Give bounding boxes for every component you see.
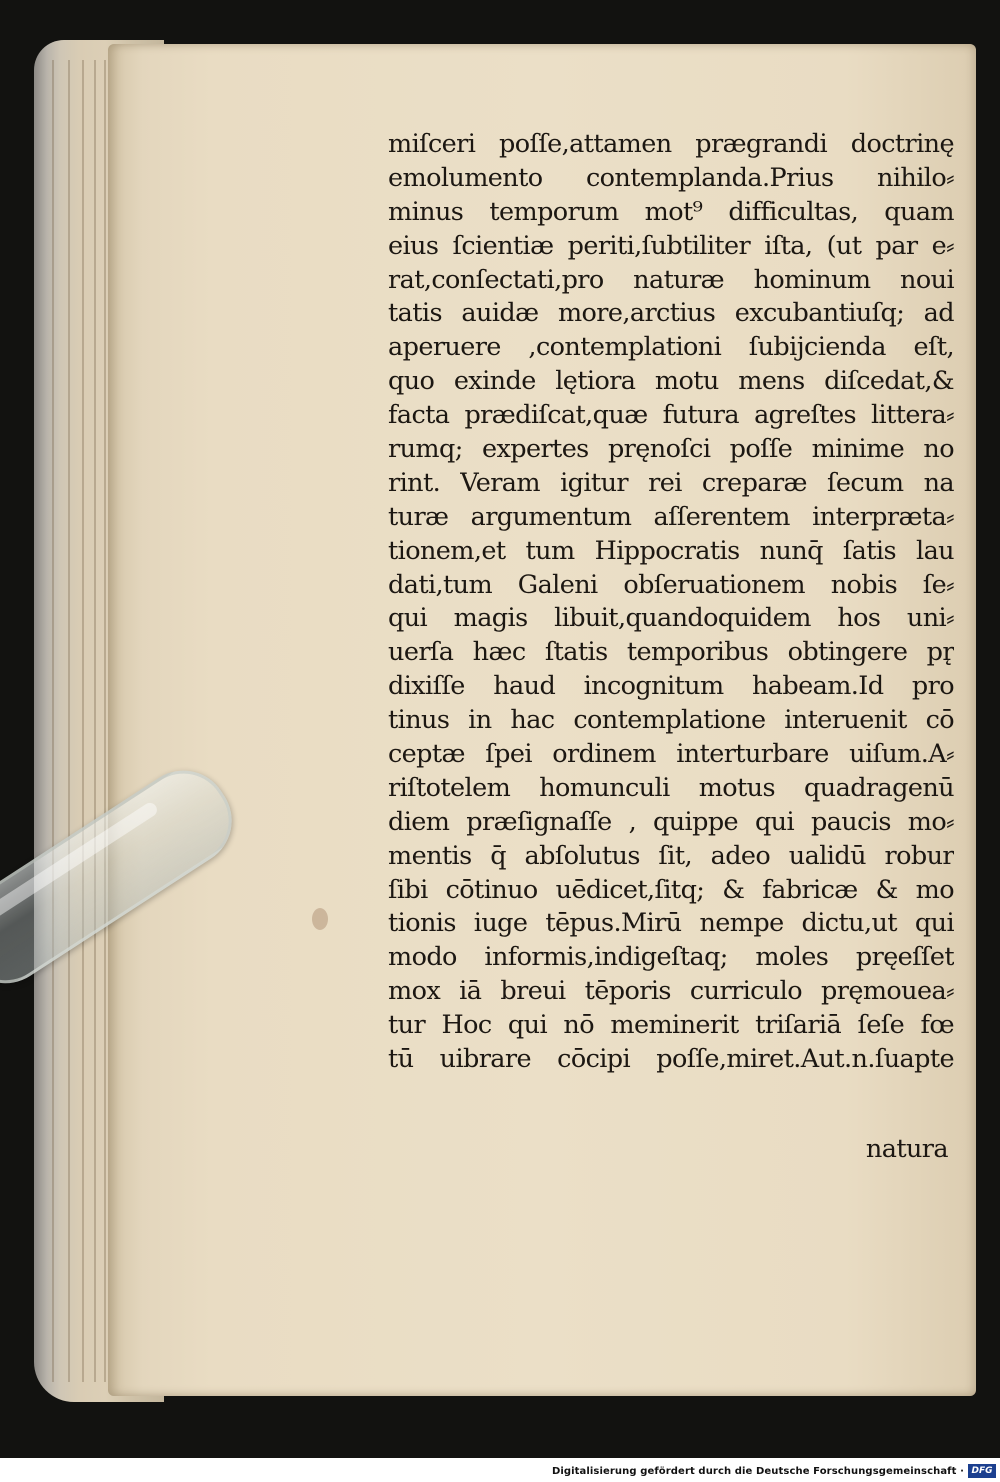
- text-line: ceptæ ſpei ordinem interturbare uiſum.A⸗: [388, 739, 954, 770]
- text-line: turæ argumentum aſſerentem interpræta⸗: [388, 501, 954, 532]
- paper-stain: [312, 908, 328, 930]
- page-text: [388, 128, 954, 1077]
- text-line: tur Hoc qui nō meminerit triſariā ſeſe fœ: [388, 1010, 954, 1041]
- text-line: facta prædiſcat,quæ futura agreſtes littera⸗: [388, 400, 954, 431]
- dfg-logo: DFG: [968, 1464, 996, 1478]
- text-line: aperuere ,contemplationi ſubijcienda eſt,: [388, 332, 954, 363]
- text-line: riſtotelem homunculi motus quadragenū: [388, 772, 954, 803]
- text-line: diem præſignaſſe , quippe qui paucis mo⸗: [388, 806, 954, 837]
- text-line: emolumento contemplanda.Prius nihilo⸗: [388, 162, 954, 193]
- text-line: tionem,et tum Hippocratis nunq̄ ſatis lau: [388, 535, 954, 566]
- text-line: dati,tum Galeni obſeruationem nobis ſe⸗: [388, 569, 954, 600]
- text-line: qui magis libuit,quandoquidem hos uni⸗: [388, 603, 954, 634]
- text-line: modo informis,indigeſtaq; moles pręeſſet: [388, 942, 954, 973]
- catchword: natura: [865, 1134, 948, 1164]
- text-line: mox iā breui tēporis curriculo pręmouea⸗: [388, 976, 954, 1007]
- text-line: tionis iuge tēpus.Mirū nempe dictu,ut qui: [388, 908, 954, 939]
- text-line: dixiſſe haud incognitum habeam.Id pro: [388, 671, 954, 702]
- text-line: tatis auidæ more,arctius excubantiuſq; ad: [388, 298, 954, 329]
- text-line: minus temporum mot⁹ difficultas, quam: [388, 196, 954, 227]
- text-line: rint. Veram igitur rei creparæ ſecum na: [388, 467, 954, 498]
- footer-bar: [0, 1458, 1000, 1482]
- funding-notice: Digitalisierung gefördert durch die Deutsche Forschungsgemeinschaft ·: [551, 1466, 964, 1477]
- text-line: tū uibrare cōcipi poſſe,miret.Aut.n.ſuapte: [388, 1044, 954, 1075]
- text-line: uerſa hæc ſtatis temporibus obtingere pr̨: [388, 637, 954, 668]
- text-line: miſceri poſſe,attamen prægrandi doctrinę: [388, 129, 954, 159]
- text-line: ſibi cōtinuo uēdicet,ſitq; & fabricæ & mo: [388, 874, 954, 905]
- text-line: rumq; expertes pręnoſci poſſe minime no: [388, 434, 954, 465]
- text-line: rat,conſectati,pro naturæ hominum noui: [388, 264, 954, 295]
- text-line: eius ſcientiæ periti,ſubtiliter iſta, (ut par e⸗: [388, 230, 954, 261]
- text-line: tinus in hac contemplatione interuenit cō: [388, 705, 954, 736]
- text-line: mentis q̄ abſolutus ſit, adeo ualidū robur: [388, 840, 954, 871]
- text-line: quo exinde lętiora motu mens diſcedat,&: [388, 366, 954, 397]
